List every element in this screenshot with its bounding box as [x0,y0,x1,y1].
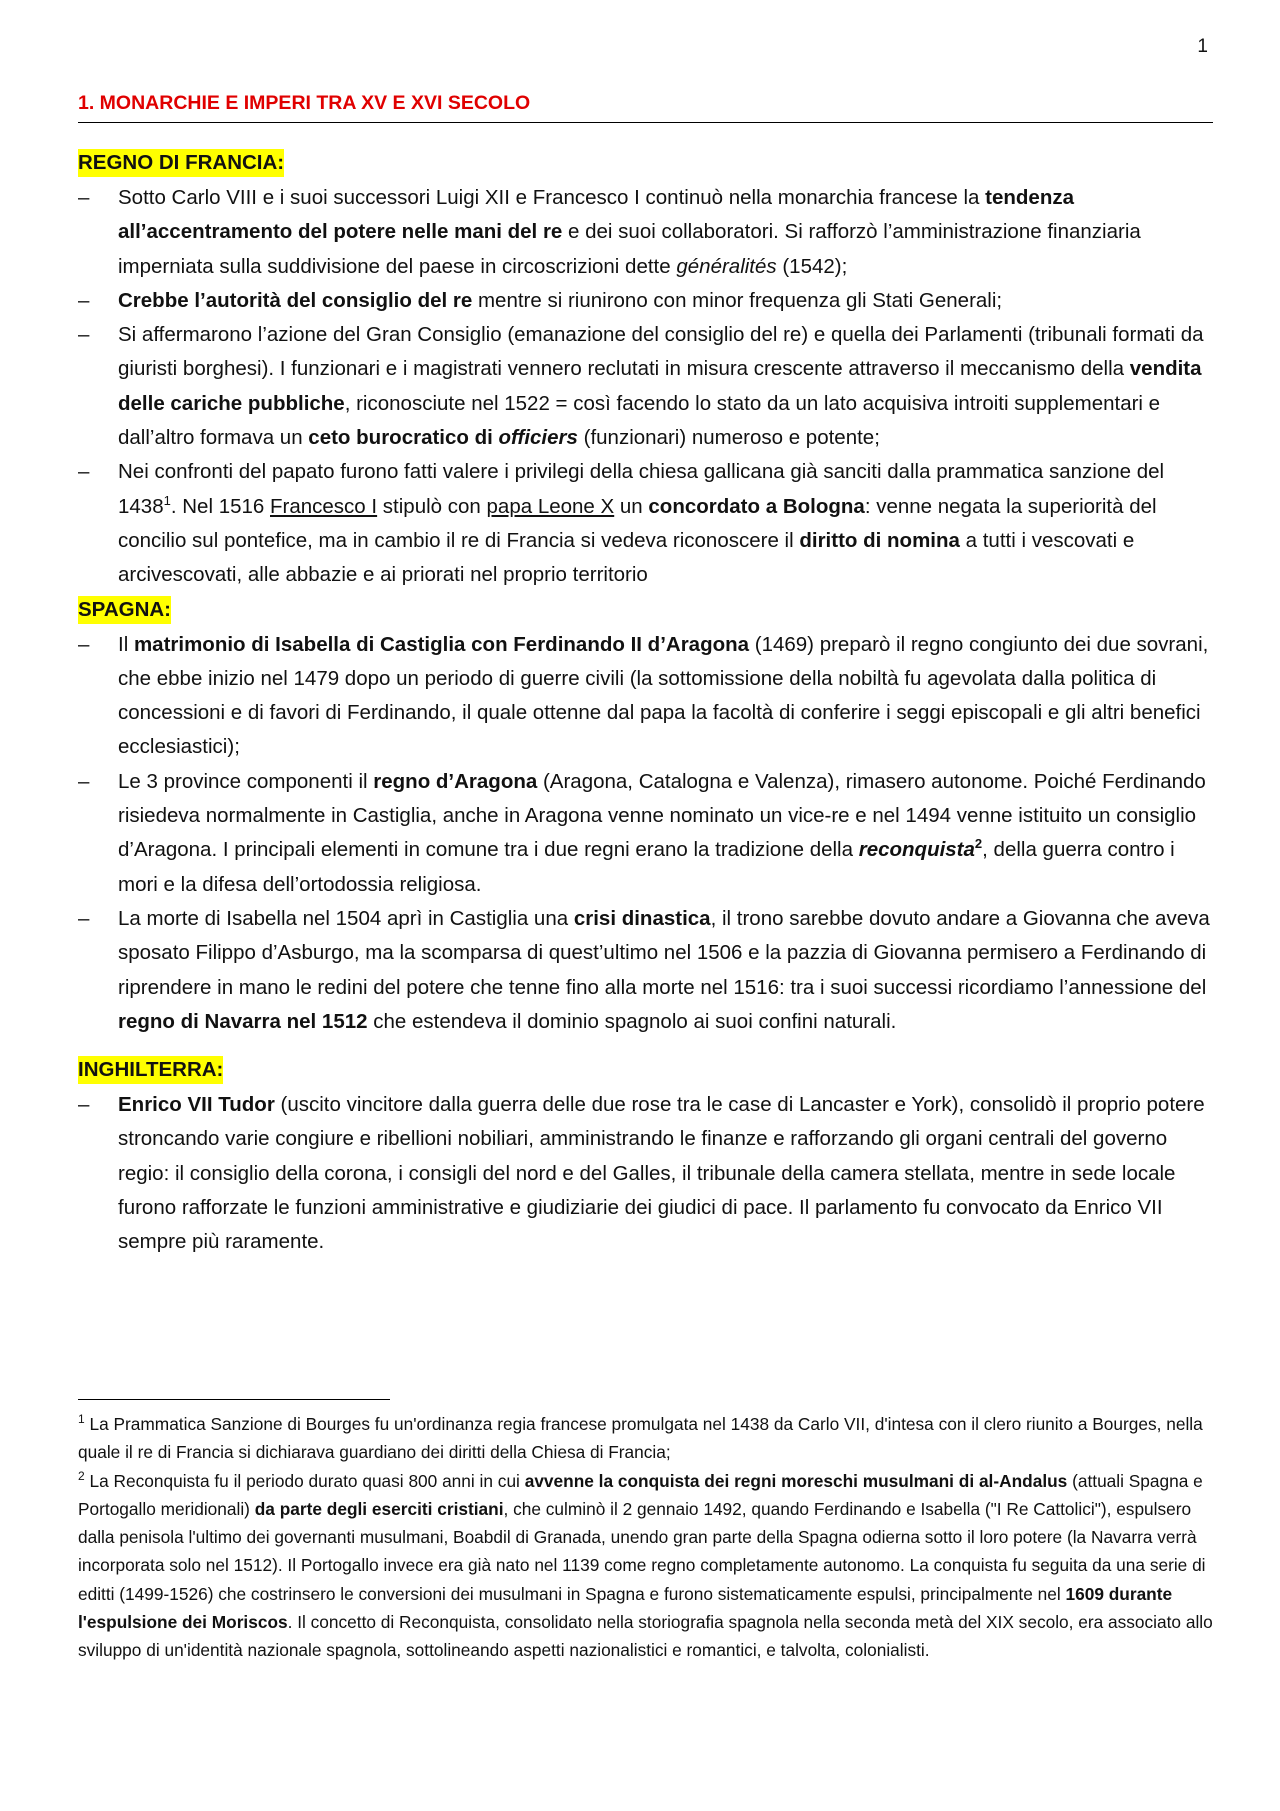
list-item [78,455,1213,592]
bold-text: crisi dinastica [573,906,711,930]
list-item [78,1088,1213,1259]
list-item [78,284,1213,318]
bullet-dash: – [78,288,90,312]
footnote-number: 2 [78,1468,85,1483]
bold-text: vendita delle cariche pubbliche [118,357,1202,415]
text-run: Le 3 province componenti il [118,769,374,793]
bold-text: regno d’Aragona [373,769,538,793]
list-item [78,902,1213,1039]
list-item [78,181,1213,284]
footnote-separator [78,1399,390,1400]
text-run: (1469) preparò il regno congiunto dei due sovrani, che ebbe inizio nel 1479 dopo un periodo di guerre civili (la sottomissione della nobiltà fu agevolata dalla politica di concessioni e di favori di Ferdinando, il quale ottenne dal papa la facoltà di conferire i seggi episcopali e gli altri benefici ecclesiastici); [118,632,1209,759]
bold-text: avvenne la conquista dei regni moreschi musulmani di al-Andalus [524,1470,1068,1491]
bullet-dash: – [78,323,90,347]
bold-text: Crebbe l’autorità del consiglio del re [118,288,473,312]
bullet-list-francia [78,181,1213,593]
bold-text: da parte degli eserciti cristiani [254,1498,504,1519]
bold-text: tendenza all’accentramento del potere nelle mani del re [118,186,1074,244]
underlined-text: Francesco I [270,494,378,518]
list-item [78,765,1213,902]
text-run: che estendeva il dominio spagnolo ai suoi confini naturali. [367,1009,897,1033]
bullet-dash: – [78,769,90,793]
bullet-dash: – [78,186,90,209]
italic-text: généralités [676,254,777,278]
bold-text: matrimonio di Isabella di Castiglia con Ferdinando II d’Aragona [133,632,750,656]
bold-text: Enrico VII Tudor [118,1093,275,1117]
text-run: Si affermarono l’azione del Gran Consiglio (emanazione del consiglio del re) e quella dei Parlamenti (tribunali formati da giuristi borghesi). I funzionari e i magistrati vennero reclutati in misura crescente attraverso il meccanismo della [118,323,1204,381]
bullet-dash: – [78,460,90,484]
text-run: , riconosciute nel 1522 = così facendo lo stato da un lato acquisiva introiti supplementari e dall’altro formava un [118,391,1161,450]
page-number: 1 [1197,36,1208,57]
text-run: La Reconquista fu il periodo durato quasi 800 anni in cui [84,1470,525,1491]
text-run: stipulò con [377,494,487,518]
text-run: (attuali Spagna e Portogallo meridionali) [78,1470,1203,1519]
main-content [78,146,1213,1260]
text-run: un [614,494,649,518]
text-run: Sotto Carlo VIII e i suoi successori Luigi XII e Francesco I continuò nella monarchia francese la [118,186,986,209]
bold-italic-text: reconquista [858,838,975,862]
text-run: . Nel 1516 [170,494,270,518]
footnote-ref-2[interactable]: 2 [974,836,983,852]
bold-text: regno di Navarra nel 1512 [118,1009,368,1033]
bold-text: ceto burocratico di [308,426,499,450]
footnote-number: 1 [78,1412,85,1427]
section-heading-spagna: SPAGNA: [78,596,171,624]
text-run: Nei confronti del papato furono fatti valere i privilegi della chiesa gallicana già sanciti dalla prammatica sanzione del 1438 [118,460,1165,518]
bullet-list-inghilterra [78,1088,1213,1259]
bullet-list-spagna [78,628,1213,1040]
text-run: , il trono sarebbe dovuto andare a Giovanna che aveva sposato Filippo d’Asburgo, ma la scomparsa di quest’ultimo nel 1506 e la pazzia di Giovanna permisero a Ferdinando di riprendere in mano le redini del potere che tenne fino alla morte nel 1516: tra i suoi successi ricordiamo l’annessione del [118,906,1210,999]
section-spagna [78,593,1213,1040]
text-run: . Il concetto di Reconquista, consolidato nella storiografia spagnola nella seconda metà del XIX secolo, era associato allo sviluppo di un'identità nazionale spagnola, sottolineando aspetti nazionalistici e romantici, e talvolta, colonialisti. [78,1612,1213,1661]
bullet-dash: – [78,632,90,656]
text-run: Il [118,632,134,656]
text-run: La Prammatica Sanzione di Bourges fu un'ordinanza regia francese promulgata nel 1438 da Carlo VII, d'intesa con il clero riunito a Bourges, nella quale il re di Francia si dichiarava guardiano dei diritti della Chiesa di Francia; [78,1414,1203,1463]
text-run: , della guerra contro i mori e la difesa dell’ortodossia religiosa. [118,838,1175,896]
bold-text: concordato a Bologna [648,494,865,518]
section-heading-inghilterra: INGHILTERRA: [78,1056,223,1084]
text-run: (1542); [776,254,848,278]
text-run: (funzionari) numeroso e potente; [577,426,880,450]
chapter-title: 1. MONARCHIE E IMPERI TRA XV E XVI SECOLO [78,92,1213,123]
text-run: a tutti i vescovati e arcivescovati, alle abbazie e ai priorati nel proprio territorio [118,528,1135,587]
footnote-1 [78,1410,1218,1467]
list-item [78,628,1213,765]
section-francia [78,146,1213,593]
text-run: (uscito vincitore dalla guerra delle due rose tra le case di Lancaster e York), consolidò il proprio potere stroncando varie congiure e ribellioni nobiliari, amministrando le finanze e rafforzando gli organi centrali del governo regio: il consiglio della corona, i consigli del nord e del Galles, il tribunale della camera stellata, mentre in sede locale furono rafforzate le funzioni amministrative e giudiziarie dei giudici di pace. Il parlamento fu convocato da Enrico VII sempre più raramente. [118,1093,1205,1254]
section-heading-francia: REGNO DI FRANCIA: [78,149,284,177]
underlined-text: papa Leone X [486,494,615,518]
bold-text: diritto di nomina [799,528,960,552]
bullet-dash: – [78,906,90,930]
text-run: : venne negata la superiorità del concilio sul pontefice, ma in cambio il re di Francia si vedeva riconoscere il [118,494,1157,552]
footnote-ref-1[interactable]: 1 [163,492,171,508]
text-run: (Aragona, Catalogna e Valenza), rimasero autonome. Poiché Ferdinando risiedeva normalmente in Castiglia, anche in Aragona venne nominato un vice-re e nel 1494 venne istituito un consiglio d’Aragona. I principali elementi in comune tra i due regni erano la tradizione della [118,769,1206,862]
footnotes [78,1410,1218,1665]
text-run: mentre si riunirono con minor frequenza gli Stati Generali; [472,288,1003,312]
section-inghilterra [78,1053,1213,1259]
bold-text: 1609 durante l'espulsione dei Moriscos [78,1583,1173,1633]
list-item [78,318,1213,455]
text-run: e dei suoi collaboratori. Si rafforzò l’amministrazione finanziaria imperniata sulla suddivisione del paese in circoscrizioni dette [118,220,1141,278]
bullet-dash: – [78,1093,90,1117]
text-run: La morte di Isabella nel 1504 aprì in Castiglia una [118,906,574,930]
text-run: , che culminò il 2 gennaio 1492, quando Ferdinando e Isabella ("I Re Cattolici"), espulsero dalla penisola l'ultimo dei governanti musulmani, Boabdil di Granada, unendo gran parte della Spagna odierna sotto il loro potere (la Navarra verrà incorporata solo nel 1512). Il Portogallo invece era già nato nel 1139 come regno completamente autonomo. La conquista fu seguita da una serie di editti (1499-1526) che costrinsero le conversioni dei musulmani in Spagna e furono sistematicamente espulsi, principalmente nel [78,1498,1206,1604]
bold-italic-text: officiers [498,426,578,450]
footnote-2 [78,1467,1218,1665]
